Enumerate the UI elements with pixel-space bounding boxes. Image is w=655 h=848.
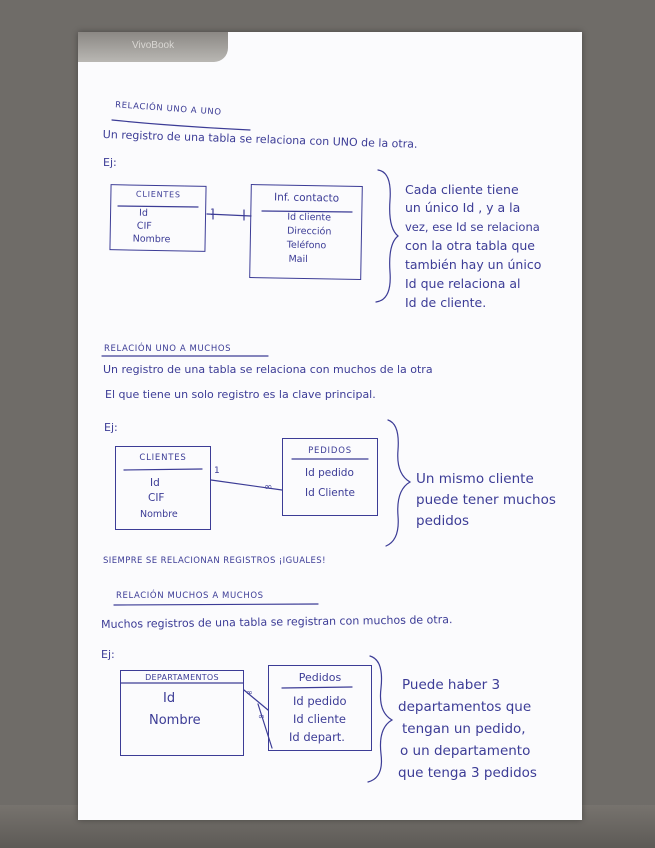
comment-line: Id que relaciona al bbox=[405, 276, 521, 291]
comment-line: Id de cliente. bbox=[405, 295, 487, 310]
comment-line: que tenga 3 pedidos bbox=[398, 765, 537, 781]
table-field: Id depart. bbox=[289, 730, 345, 744]
section-title-one-to-many: RELACIÓN UNO A MUCHOS bbox=[104, 344, 232, 354]
relation-cardinality: 1 bbox=[210, 208, 216, 218]
comment-line: Cada cliente tiene bbox=[405, 182, 519, 197]
table-field: Id pedido bbox=[293, 694, 347, 708]
section-desc-one-to-one: Un registro de una tabla se relaciona con UNO de la otra. bbox=[102, 128, 418, 151]
example-label: Ej: bbox=[104, 421, 118, 434]
comment-line: o un departamento bbox=[400, 743, 531, 759]
table-field: Id Cliente bbox=[305, 487, 355, 499]
title-underline bbox=[112, 120, 250, 130]
section-desc-one-to-many: Un registro de una tabla se relaciona con muchos de la otra bbox=[103, 363, 433, 376]
table-title: DEPARTAMENTOS bbox=[145, 673, 219, 682]
table-field: Mail bbox=[288, 253, 308, 266]
section-desc-many-to-many: Muchos registros de una tabla se registran con muchos de otra. bbox=[101, 613, 453, 631]
curly-brace bbox=[368, 656, 392, 782]
comment-line: pedidos bbox=[416, 513, 470, 529]
table-field: Dirección bbox=[286, 225, 332, 238]
comment-line: un único Id , y a la bbox=[405, 200, 521, 215]
table-divider bbox=[124, 469, 202, 470]
comment-line: con la otra tabla que bbox=[405, 238, 535, 253]
laptop-brand: VivoBook bbox=[132, 40, 175, 51]
comment-line: tengan un pedido, bbox=[402, 721, 526, 737]
table-field: Id pedido bbox=[305, 467, 354, 479]
table-field: Teléfono bbox=[286, 239, 327, 252]
note-equal-records: SIEMPRE SE RELACIONAN REGISTROS ¡IGUALES! bbox=[103, 556, 326, 566]
table-field: Id bbox=[150, 477, 160, 489]
comment-line: puede tener muchos bbox=[416, 492, 556, 508]
comment-line: también hay un único bbox=[405, 257, 542, 272]
curly-brace bbox=[376, 170, 398, 302]
table-divider bbox=[118, 206, 198, 207]
table-title: PEDIDOS bbox=[308, 446, 352, 456]
table-field: Id bbox=[138, 207, 149, 219]
title-underline bbox=[114, 604, 318, 605]
comment-line: vez, ese Id se relaciona bbox=[405, 220, 540, 234]
comment-line: Puede haber 3 bbox=[402, 677, 501, 693]
table-title: Inf. contacto bbox=[273, 191, 340, 205]
table-field: Id cliente bbox=[293, 712, 347, 726]
table-field: Nombre bbox=[132, 233, 171, 246]
relation-cardinality-many: ∞ bbox=[246, 688, 253, 697]
section-title-many-to-many: RELACIÓN MUCHOS A MUCHOS bbox=[116, 591, 264, 601]
comment-line: departamentos que bbox=[398, 699, 532, 715]
table-field: Id cliente bbox=[287, 211, 332, 224]
table-field: Nombre bbox=[149, 713, 201, 728]
table-field: CIF bbox=[136, 220, 152, 232]
section-desc-primary-key: El que tiene un solo registro es la clave principal. bbox=[105, 388, 376, 401]
relation-cardinality-many: ∞ bbox=[258, 712, 265, 721]
relation-cardinality-one: 1 bbox=[214, 466, 220, 476]
relation-line bbox=[258, 704, 272, 748]
table-field: Id bbox=[163, 691, 176, 706]
relation-cardinality-many: ∞ bbox=[264, 482, 273, 493]
table-field: CIF bbox=[148, 492, 165, 504]
table-title: Pedidos bbox=[298, 671, 342, 684]
table-title: CLIENTES bbox=[139, 453, 187, 463]
example-label: Ej: bbox=[101, 648, 115, 661]
section-title-one-to-one: RELACIÓN UNO A UNO bbox=[114, 100, 222, 118]
example-label: Ej: bbox=[103, 156, 117, 169]
table-title: CLIENTES bbox=[135, 189, 181, 200]
relation-line bbox=[244, 690, 268, 710]
table-field: Nombre bbox=[140, 509, 178, 520]
comment-line: Un mismo cliente bbox=[416, 471, 534, 487]
relation-line bbox=[211, 480, 282, 490]
table-divider bbox=[262, 211, 352, 212]
table-divider bbox=[282, 687, 352, 688]
curly-brace bbox=[386, 420, 410, 546]
